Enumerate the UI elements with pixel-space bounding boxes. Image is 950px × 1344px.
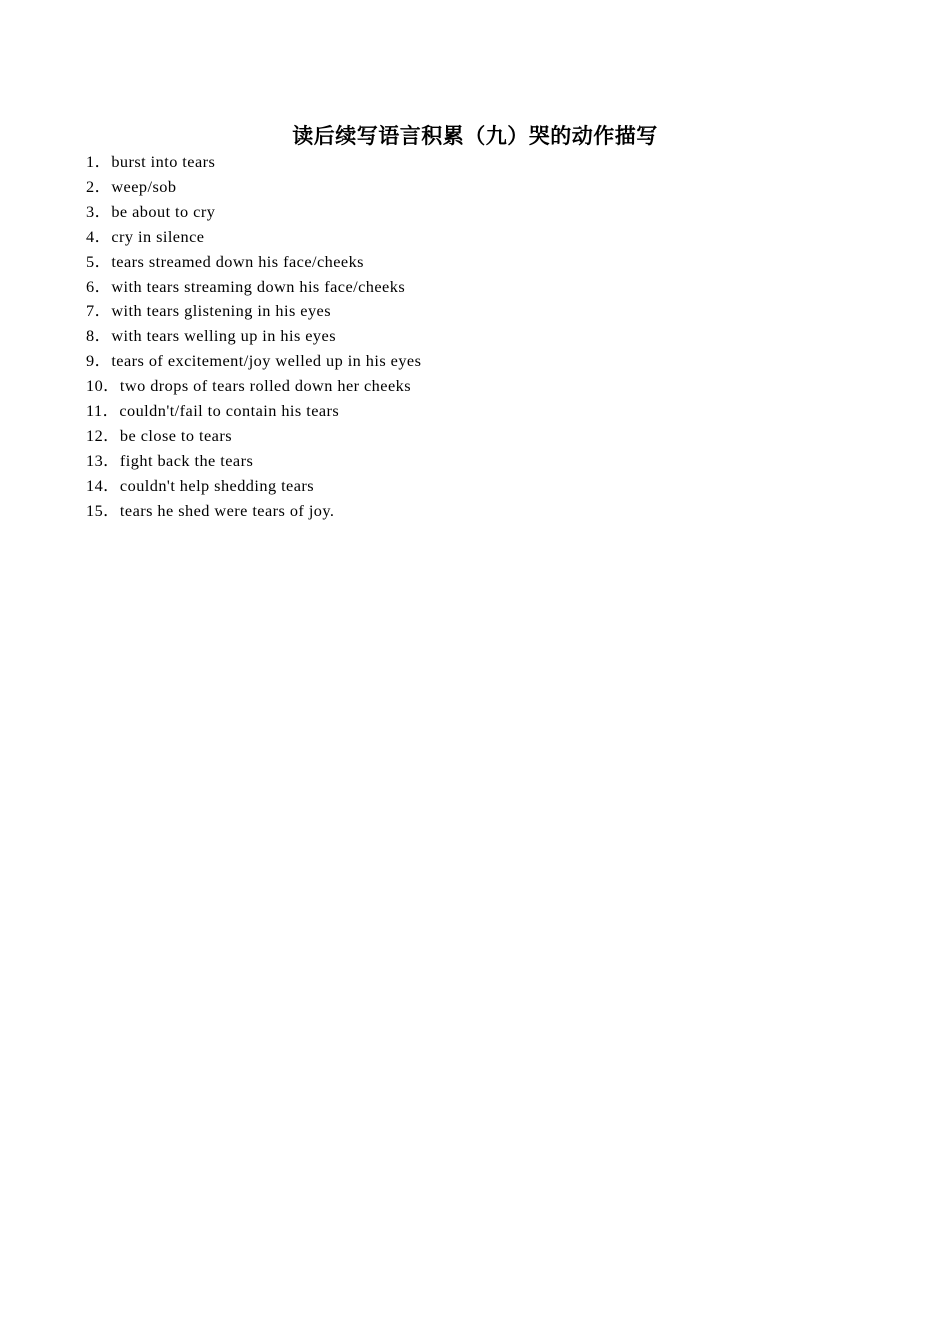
list-item bbox=[86, 275, 421, 300]
item-number: 11． bbox=[86, 401, 120, 421]
item-text: burst into tears bbox=[111, 152, 216, 171]
item-text: couldn't help shedding tears bbox=[119, 475, 315, 495]
list-item bbox=[86, 474, 421, 499]
list-item bbox=[86, 349, 421, 374]
item-number: 3． bbox=[86, 201, 112, 221]
item-number: 5． bbox=[86, 251, 112, 271]
list-item bbox=[86, 449, 421, 474]
item-text: weep/sob bbox=[111, 176, 177, 196]
list-item bbox=[86, 200, 421, 225]
item-number: 1． bbox=[86, 152, 112, 171]
item-number: 12． bbox=[86, 425, 120, 445]
list-item bbox=[86, 324, 421, 349]
item-text: fight back the tears bbox=[119, 450, 254, 470]
page-title: 读后续写语言积累（九）哭的动作描写 bbox=[292, 124, 658, 148]
item-text: cry in silence bbox=[111, 226, 205, 246]
item-number: 7． bbox=[86, 301, 112, 321]
item-text: tears he shed were tears of joy. bbox=[119, 500, 335, 520]
list-item bbox=[86, 250, 421, 275]
item-number: 15． bbox=[86, 500, 120, 520]
list-item bbox=[86, 424, 421, 449]
item-text: with tears streaming down his face/cheeks bbox=[111, 276, 406, 296]
item-text: two drops of tears rolled down her cheeks bbox=[119, 376, 412, 396]
list-item bbox=[86, 299, 421, 324]
item-number: 2． bbox=[86, 176, 112, 196]
item-number: 14． bbox=[86, 475, 120, 495]
list-item bbox=[86, 175, 421, 200]
list-item bbox=[86, 499, 421, 524]
item-number: 9． bbox=[86, 351, 112, 371]
phrase-list bbox=[86, 150, 421, 524]
item-text: tears of excitement/joy welled up in his eyes bbox=[111, 351, 422, 371]
list-item bbox=[86, 225, 421, 250]
item-text: be about to cry bbox=[111, 201, 216, 221]
list-item bbox=[86, 399, 421, 424]
item-number: 8． bbox=[86, 326, 112, 346]
item-number: 10． bbox=[86, 376, 120, 396]
list-item bbox=[86, 150, 421, 175]
item-text: be close to tears bbox=[119, 425, 233, 445]
item-text: with tears welling up in his eyes bbox=[111, 326, 336, 346]
item-text: couldn't/fail to contain his tears bbox=[119, 401, 340, 421]
item-number: 13． bbox=[86, 450, 120, 470]
item-number: 6． bbox=[86, 276, 112, 296]
item-number: 4． bbox=[86, 226, 112, 246]
item-text: with tears glistening in his eyes bbox=[111, 301, 332, 321]
item-text: tears streamed down his face/cheeks bbox=[111, 251, 364, 271]
list-item bbox=[86, 374, 421, 399]
